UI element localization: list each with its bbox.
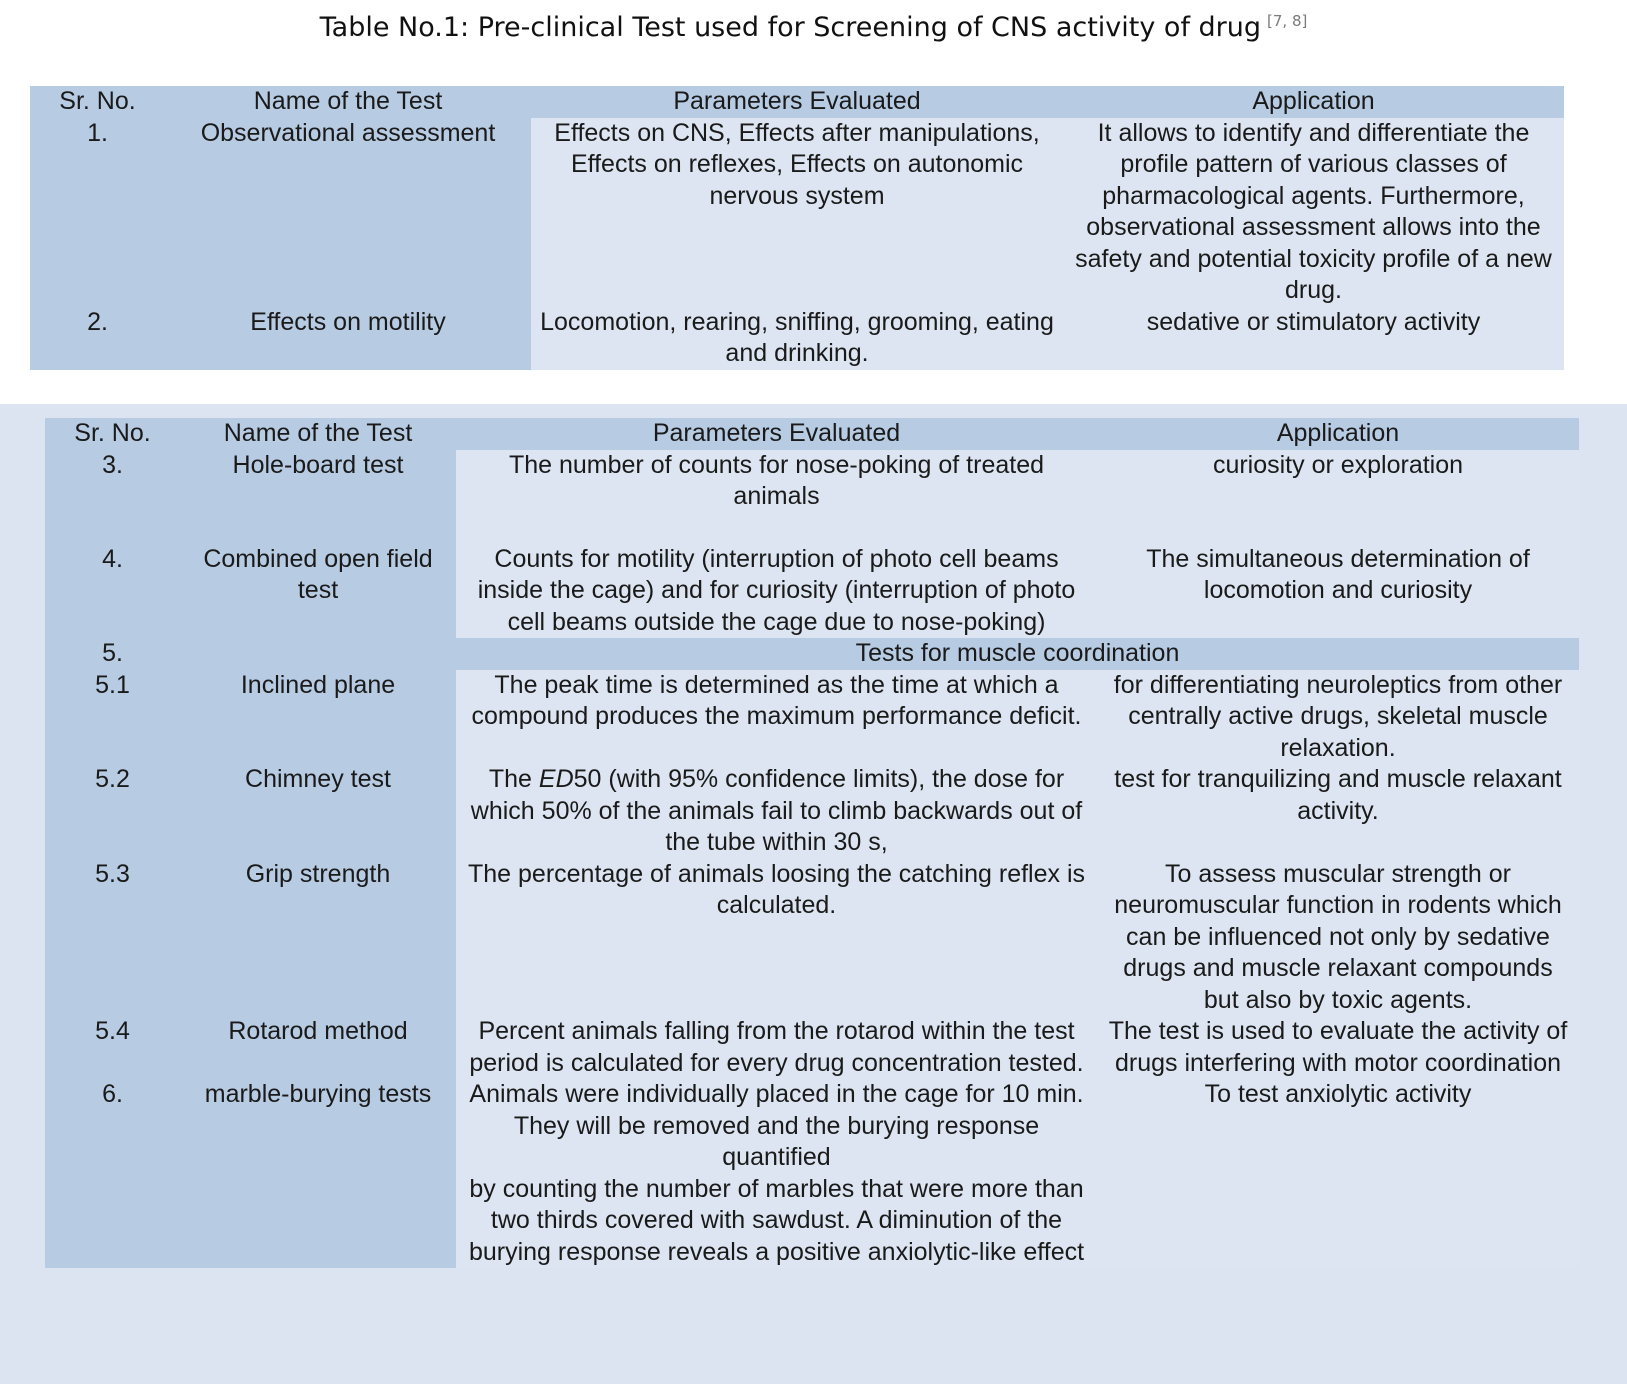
table-row <box>45 1079 1579 1268</box>
row-application: sedative or stimulatory activity <box>1063 307 1564 370</box>
table-row <box>45 1016 1579 1079</box>
table-row <box>45 859 1579 1017</box>
table-row <box>45 544 1579 639</box>
params-part-2: by counting the number of marbles that were more than two thirds covered with sawdust. A diminution of the burying response reveals a positive anxiolytic-like effect <box>468 1174 1085 1266</box>
header-sr-no: Sr. No. <box>45 418 180 450</box>
params-suffix: 50 (with 95% confidence limits), the dose for which 50% of the animals fail to climb backwards out of the tube within 30 s, <box>470 765 1083 856</box>
header-parameters: Parameters Evaluated <box>531 86 1063 118</box>
row-parameters: The peak time is determined as the time at which a compound produces the maximum performance deficit. <box>456 670 1097 765</box>
cns-tests-table-part-1 <box>30 86 1564 370</box>
row-sr-no: 5.3 <box>45 859 180 1017</box>
citation-ref: [7, 8] <box>1267 12 1308 30</box>
table-header-row <box>45 418 1579 450</box>
row-sr-no: 2. <box>30 307 165 370</box>
row-sr-no: 5.4 <box>45 1016 180 1079</box>
params-prefix: The <box>488 765 539 793</box>
header-test-name: Name of the Test <box>180 418 456 450</box>
row-test-name: Chimney test <box>180 764 456 859</box>
row-parameters: Counts for motility (interruption of photo cell beams inside the cage) and for curiosity (interruption of photo cell beams outside the cage due to nose-poking) <box>456 544 1097 639</box>
row-test-name: Rotarod method <box>180 1016 456 1079</box>
row-parameters: Locomotion, rearing, sniffing, grooming, eating and drinking. <box>531 307 1063 370</box>
row-parameters: Effects on CNS, Effects after manipulations, Effects on reflexes, Effects on autonomic nervous system <box>531 118 1063 307</box>
row-application: for differentiating neuroleptics from other centrally active drugs, skeletal muscle relaxation. <box>1097 670 1579 765</box>
row-application: The test is used to evaluate the activity of drugs interfering with motor coordination <box>1097 1016 1579 1079</box>
table-title-text: Table No.1: Pre-clinical Test used for Screening of CNS activity of drug <box>319 12 1262 43</box>
row-test-name: Effects on motility <box>165 307 531 370</box>
row-test-name: Grip strength <box>180 859 456 1017</box>
row-test-name: Hole-board test <box>180 450 456 544</box>
table-row <box>45 670 1579 765</box>
row-sr-no: 1. <box>30 118 165 307</box>
table-header-row <box>30 86 1564 118</box>
row-application: The simultaneous determination of locomotion and curiosity <box>1097 544 1579 639</box>
table-title <box>0 12 1627 43</box>
header-test-name: Name of the Test <box>165 86 531 118</box>
row-parameters <box>456 1079 1097 1268</box>
row-sr-no: 4. <box>45 544 180 639</box>
section-label: Tests for muscle coordination <box>456 638 1579 670</box>
section-row <box>45 638 1579 670</box>
row-parameters: The percentage of animals loosing the catching reflex is calculated. <box>456 859 1097 1017</box>
row-application: To test anxiolytic activity <box>1097 1079 1579 1268</box>
row-test-name: Observational assessment <box>165 118 531 307</box>
cns-tests-table-part-2 <box>45 418 1579 1268</box>
header-parameters: Parameters Evaluated <box>456 418 1097 450</box>
params-italic-term: ED <box>538 765 574 793</box>
row-parameters: Percent animals falling from the rotarod within the test period is calculated for every drug concentration tested. <box>456 1016 1097 1079</box>
table-row <box>45 450 1579 544</box>
section-name-cell <box>180 638 456 670</box>
row-sr-no: 5.1 <box>45 670 180 765</box>
table-row <box>30 307 1564 370</box>
row-application: It allows to identify and differentiate the profile pattern of various classes of pharmacological agents. Furthermore, observational assessment allows into the safety and potential toxicity profile of a new drug. <box>1063 118 1564 307</box>
section-sr-no: 5. <box>45 638 180 670</box>
table-row <box>45 764 1579 859</box>
table-row <box>30 118 1564 307</box>
header-application: Application <box>1063 86 1564 118</box>
row-application: curiosity or exploration <box>1097 450 1579 544</box>
row-sr-no: 3. <box>45 450 180 544</box>
header-sr-no: Sr. No. <box>30 86 165 118</box>
header-application: Application <box>1097 418 1579 450</box>
row-parameters: The number of counts for nose-poking of treated animals <box>456 450 1097 544</box>
params-part-1: Animals were individually placed in the cage for 10 min. They will be removed and the burying response quantified <box>469 1080 1084 1171</box>
row-sr-no: 6. <box>45 1079 180 1268</box>
row-sr-no: 5.2 <box>45 764 180 859</box>
row-application: To assess muscular strength or neuromuscular function in rodents which can be influenced not only by sedative drugs and muscle relaxant compounds but also by toxic agents. <box>1097 859 1579 1017</box>
row-application: test for tranquilizing and muscle relaxant activity. <box>1097 764 1579 859</box>
row-test-name: Inclined plane <box>180 670 456 765</box>
row-parameters <box>456 764 1097 859</box>
row-test-name: Combined open field test <box>180 544 456 639</box>
row-test-name: marble-burying tests <box>180 1079 456 1268</box>
